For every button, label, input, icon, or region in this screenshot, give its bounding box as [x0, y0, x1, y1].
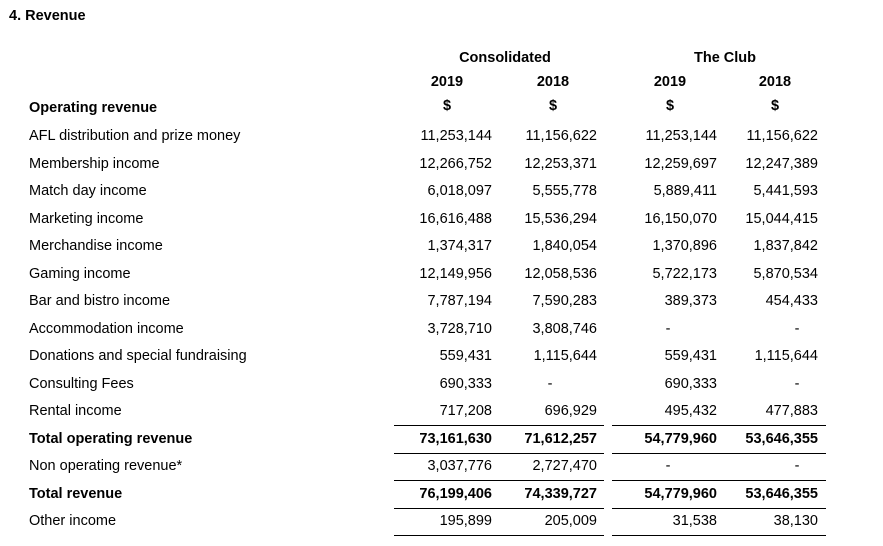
separator-line	[612, 453, 826, 454]
table-row	[0, 261, 883, 288]
row-value: 2,727,470	[532, 458, 597, 474]
row-value: 495,432	[664, 403, 717, 419]
currency-header: $	[548, 98, 558, 114]
row-value: 3,808,746	[532, 320, 597, 337]
row-value: 54,779,960	[644, 430, 717, 447]
row-value: 12,149,956	[419, 265, 492, 282]
year-header: 2018	[758, 74, 792, 90]
year-header: 2019	[430, 74, 464, 90]
table-row	[0, 398, 883, 425]
row-value: 54,779,960	[644, 485, 717, 502]
table-row	[0, 343, 883, 370]
row-label: Bar and bistro income	[29, 293, 171, 309]
row-label: Accommodation income	[29, 320, 184, 337]
row-value: -	[794, 320, 800, 337]
separator-line	[612, 508, 826, 509]
row-value: 1,837,842	[753, 238, 818, 254]
row-value: 696,929	[544, 403, 597, 419]
row-value: 53,646,355	[745, 430, 818, 447]
row-value: 12,253,371	[524, 155, 597, 172]
row-value: 1,840,054	[532, 238, 597, 254]
row-value: 1,374,317	[427, 238, 492, 254]
table-row	[0, 481, 883, 508]
currency-header: $	[442, 98, 452, 114]
row-value: 454,433	[765, 293, 818, 309]
table-row	[0, 288, 883, 315]
row-value: -	[794, 375, 800, 392]
separator-line	[612, 480, 826, 481]
row-value: 5,555,778	[532, 183, 597, 199]
row-value: 477,883	[765, 403, 818, 419]
row-value: -	[665, 458, 671, 474]
row-value: 195,899	[439, 513, 492, 529]
row-value: 73,161,630	[419, 430, 492, 447]
row-label: Consulting Fees	[29, 375, 134, 392]
row-label: Match day income	[29, 183, 147, 199]
row-value: 12,266,752	[419, 155, 492, 172]
row-value: 76,199,406	[419, 485, 492, 502]
row-value: 205,009	[544, 513, 597, 529]
row-label: Rental income	[29, 403, 122, 419]
row-value: 559,431	[439, 348, 492, 364]
row-value: 7,787,194	[427, 293, 492, 309]
row-label: Total revenue	[29, 485, 123, 502]
separator-line	[394, 535, 604, 536]
table-row	[0, 453, 883, 480]
separator-line	[612, 425, 826, 426]
row-value: 53,646,355	[745, 485, 818, 502]
row-value: 12,259,697	[644, 155, 717, 172]
row-value: 389,373	[664, 293, 717, 309]
row-value: 5,889,411	[653, 183, 717, 199]
row-value: 5,722,173	[652, 265, 717, 282]
currency-header: $	[665, 98, 675, 114]
row-label: Membership income	[29, 155, 160, 172]
section-label: Operating revenue	[29, 100, 158, 116]
table-row	[0, 426, 883, 453]
row-value: -	[794, 458, 800, 474]
row-value: 3,037,776	[427, 458, 492, 474]
row-value: 690,333	[439, 375, 492, 392]
row-value: -	[547, 375, 553, 392]
currency-header: $	[770, 98, 780, 114]
group-header-consolidated: Consolidated	[459, 50, 551, 66]
row-value: 5,870,534	[753, 265, 818, 282]
row-value: 15,044,415	[745, 210, 818, 227]
group-header-club: The Club	[693, 50, 757, 66]
separator-line	[394, 453, 604, 454]
table-row	[0, 178, 883, 205]
row-label: Marketing income	[29, 210, 144, 227]
row-value: 1,370,896	[652, 238, 717, 254]
year-header: 2018	[536, 74, 570, 90]
row-value: 5,441,593	[753, 183, 818, 199]
table-row	[0, 206, 883, 233]
row-value: 12,247,389	[745, 155, 818, 172]
row-value: 16,150,070	[644, 210, 717, 227]
row-value: 38,130	[773, 513, 818, 529]
row-label: Non operating revenue*	[29, 458, 183, 474]
row-value: 690,333	[664, 375, 717, 392]
row-value: 15,536,294	[524, 210, 597, 227]
section-label-row	[0, 95, 883, 122]
table-row	[0, 371, 883, 398]
table-row	[0, 508, 883, 535]
row-label: Total operating revenue	[29, 430, 193, 447]
table-row	[0, 123, 883, 150]
row-value: 559,431	[664, 348, 717, 364]
row-label: Donations and special fundraising	[29, 348, 247, 364]
separator-line	[612, 535, 826, 536]
row-value: 31,538	[672, 513, 717, 529]
row-value: 12,058,536	[524, 265, 597, 282]
row-value: 71,612,257	[524, 430, 597, 447]
row-label: Merchandise income	[29, 238, 163, 254]
row-value: 7,590,283	[532, 293, 597, 309]
row-value: 1,115,644	[754, 348, 818, 364]
row-value: 1,115,644	[533, 348, 597, 364]
section-heading: 4. Revenue	[9, 8, 86, 24]
row-value: 717,208	[439, 403, 492, 419]
row-value: 74,339,727	[524, 485, 597, 502]
table-row	[0, 233, 883, 260]
row-value: 11,156,622	[525, 128, 597, 144]
separator-line	[394, 480, 604, 481]
separator-line	[394, 425, 604, 426]
row-value: 6,018,097	[427, 183, 492, 199]
table-row	[0, 316, 883, 343]
separator-line	[394, 508, 604, 509]
row-value: 16,616,488	[419, 210, 492, 227]
table-row	[0, 151, 883, 178]
row-value: 11,253,144	[420, 128, 492, 144]
row-label: Gaming income	[29, 265, 131, 282]
row-value: 3,728,710	[427, 320, 492, 337]
year-header: 2019	[653, 74, 687, 90]
row-label: AFL distribution and prize money	[29, 128, 241, 144]
row-label: Other income	[29, 513, 117, 529]
row-value: -	[665, 320, 671, 337]
row-value: 11,253,144	[645, 128, 717, 144]
row-value: 11,156,622	[746, 128, 818, 144]
